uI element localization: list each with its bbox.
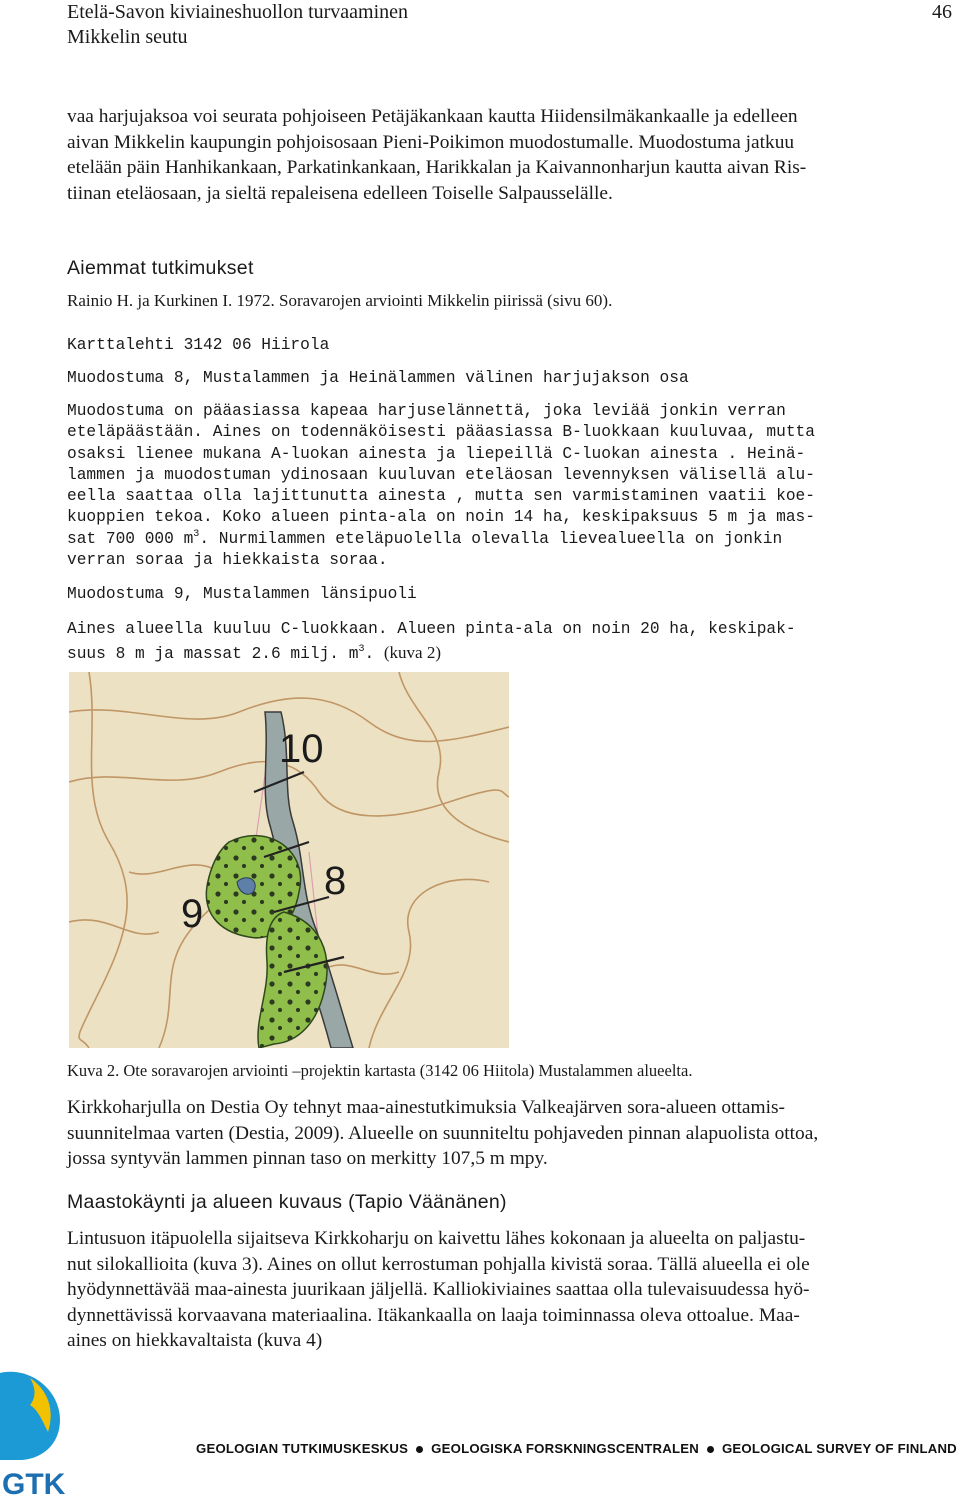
formation-9-line: Aines alueella kuuluu C-luokkaan. Alueen pinta-ala on noin 20 ha, keskipak- xyxy=(67,620,796,638)
formation-8-description xyxy=(67,401,815,571)
field-line: nut silokallioita (kuva 3). Aines on ollut kerrostuman pohjalla kivistä soraa. Tällä alueella ei ole xyxy=(67,1253,810,1275)
formation-8-line xyxy=(67,529,815,550)
footer-org-fi: GEOLOGIAN TUTKIMUSKESKUS xyxy=(196,1441,409,1456)
formation-8-line: eteläpäästään. Aines on todennäköisesti pääasiassa B-luokkaan kuuluvaa, mutta xyxy=(67,423,815,442)
destia-line: Kirkkoharjulla on Destia Oy tehnyt maa-ainestutkimuksia Valkeajärven sora-alueen ottamis- xyxy=(67,1097,785,1118)
map-label-8: 8 xyxy=(324,859,347,903)
formation-8-volume-rest: . Nurmilammen eteläpuolella olevalla lievealueella on jonkin xyxy=(199,529,783,548)
formation-9-mass-rest: . xyxy=(364,645,384,663)
field-line: dynnettävissä korvaavana materiaalina. Itäkankaalla on laaja toiminnassa oleva ottoalue. Maa- xyxy=(67,1304,800,1326)
cubic-superscript: 3 xyxy=(193,528,200,540)
page-number: 46 xyxy=(932,1,952,23)
footer-org-en: GEOLOGICAL SURVEY OF FINLAND xyxy=(721,1441,957,1456)
running-header xyxy=(67,0,408,50)
destia-line: suunnitelmaa varten (Destia, 2009). Alueelle on suunniteltu pohjaveden pinnan alapuolista ottoa, xyxy=(67,1122,819,1144)
bullet-separator xyxy=(416,1446,423,1453)
reference-line: Rainio H. ja Kurkinen I. 1972. Soravarojen arviointi Mikkelin piirissä (sivu 60). xyxy=(67,291,613,310)
formation-8-line: osaksi lienee mukana A-luokan ainesta ja liepeillä C-luokan ainesta . Heinä- xyxy=(67,444,806,463)
field-line: Lintusuon itäpuolella sijaitseva Kirkkoharju on kaivettu lähes kokonaan ja alueelta on paljastu- xyxy=(67,1228,806,1249)
header-subtitle: Mikkelin seutu xyxy=(67,26,188,48)
map-label-10: 10 xyxy=(279,727,324,771)
formation-9-title: Muodostuma 9, Mustalammen länsipuoli xyxy=(67,585,417,603)
logo-globe xyxy=(0,1372,60,1460)
footer-organization-bar xyxy=(196,1441,957,1456)
field-paragraph xyxy=(67,1226,947,1354)
field-line: hyödynnettävää maa-ainesta juurikaan jäljellä. Kalliokiviaines saattaa olla tulevaisuudessa hyö- xyxy=(67,1279,810,1301)
footer-org-sv: GEOLOGISKA FORSKNINGSCENTRALEN xyxy=(431,1441,699,1456)
formation-9-mass-text: suus 8 m ja massat 2.6 milj. m xyxy=(67,645,359,663)
formation-8-line: kuoppien tekoa. Koko alueen pinta-ala on noin 14 ha, keskipaksuus 5 m ja mas- xyxy=(67,508,815,527)
logo-text: GTK xyxy=(2,1468,66,1497)
formation-8-line: Muodostuma on pääasiassa kapeaa harjuselännettä, joka leviää jonkin verran xyxy=(67,402,786,420)
header-title: Etelä-Savon kiviaineshuollon turvaaminen xyxy=(67,1,409,23)
figure-reference: (kuva 2) xyxy=(383,643,442,662)
section-heading-field-visit: Maastokäynti ja alueen kuvaus (Tapio Väänänen) xyxy=(67,1191,507,1213)
formation-8-title: Muodostuma 8, Mustalammen ja Heinälammen välinen harjujakson osa xyxy=(67,369,689,387)
geological-map-image xyxy=(69,672,509,1048)
intro-paragraph xyxy=(67,104,947,206)
field-line: aines on hiekkavaltaista (kuva 4) xyxy=(67,1330,323,1352)
map-label-9: 9 xyxy=(181,892,204,936)
bullet-separator xyxy=(707,1446,714,1453)
intro-line: vaa harjujaksoa voi seurata pohjoiseen Petäjäkankaan kautta Hiidensilmäkankaalle ja edelleen xyxy=(67,106,798,127)
formation-8-volume-text: sat 700 000 m xyxy=(67,529,194,548)
intro-line: aivan Mikkelin kaupungin pohjoisosaan Pieni-Poikimon muodostumalle. Muodostuma jatkuu xyxy=(67,131,795,153)
destia-line: jossa syntyvän lammen pinnan taso on merkitty 107,5 m mpy. xyxy=(67,1148,548,1170)
gtk-logo xyxy=(0,1370,70,1497)
destia-paragraph xyxy=(67,1095,947,1172)
formation-8-line: eella saattaa olla lajittunutta ainesta , mutta sen varmistaminen vaatii koe- xyxy=(67,487,815,506)
formation-8-line: lammen ja muodostuman ydinosaan kuuluvan eteläosan levennyksen välisellä alu- xyxy=(67,465,815,484)
figure-caption: Kuva 2. Ote soravarojen arviointi –projektin kartasta (3142 06 Hiitola) Mustalammen alueelta. xyxy=(67,1061,693,1080)
formation-8-line: verran soraa ja hiekkaista soraa. xyxy=(67,551,388,570)
map-sheet-line: Karttalehti 3142 06 Hiirola xyxy=(67,336,330,354)
formation-9-line xyxy=(67,641,796,666)
section-heading-prior-studies: Aiemmat tutkimukset xyxy=(67,257,254,279)
formation-9-description xyxy=(67,617,796,666)
intro-line: etelään päin Hanhikankaan, Parkatinkankaan, Harikkalan ja Kaivannonharjun kautta aivan Ris- xyxy=(67,157,807,179)
cubic-superscript: 3 xyxy=(358,644,365,655)
intro-line: tiinan eteläosaan, ja sieltä repaleisena edelleen Toiselle Salpausselälle. xyxy=(67,182,613,204)
